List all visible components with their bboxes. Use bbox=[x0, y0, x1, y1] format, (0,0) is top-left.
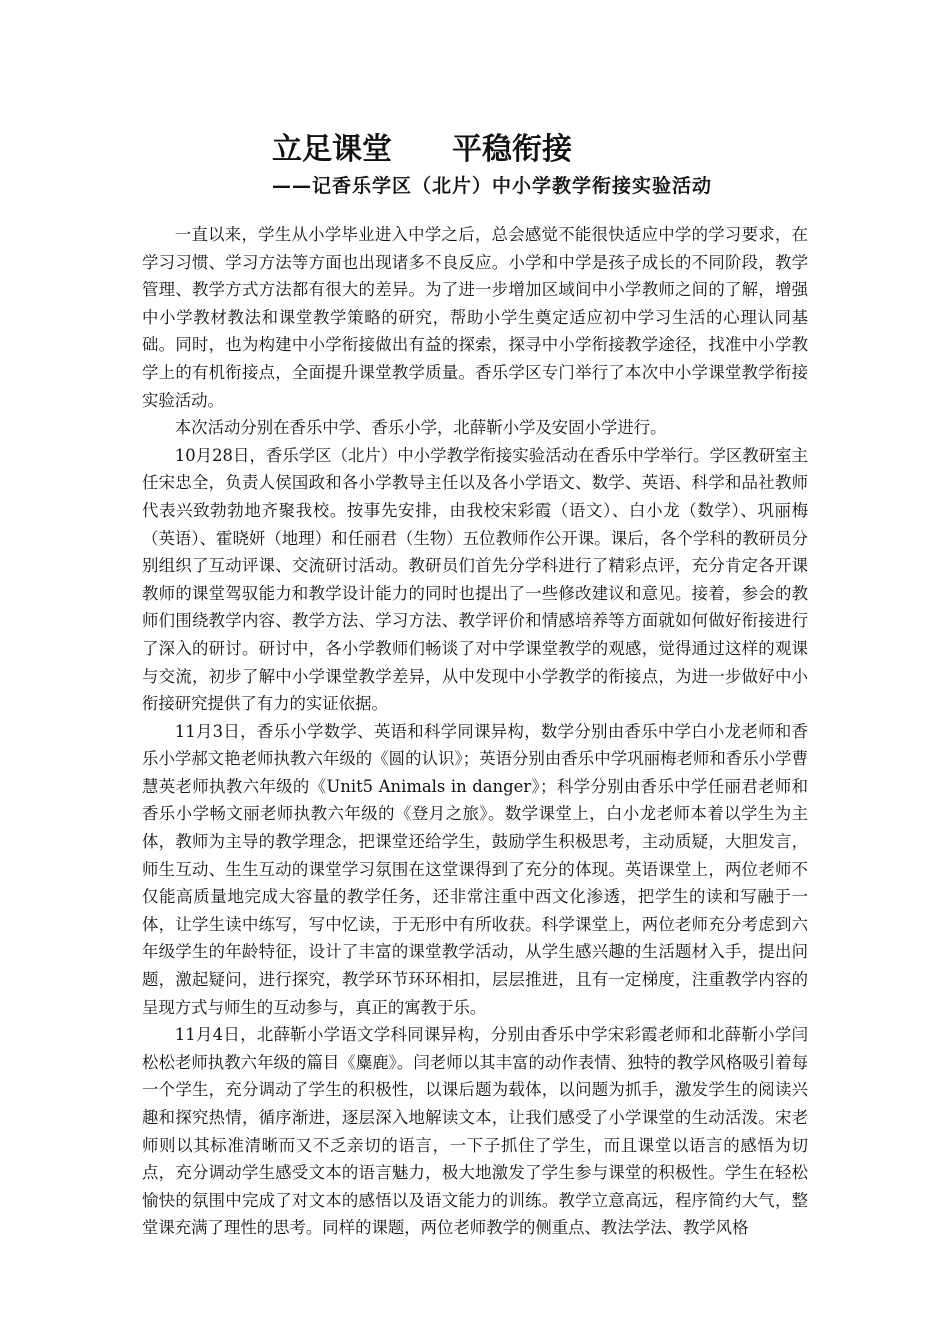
document-title: 立足课堂 平稳衔接 bbox=[272, 132, 572, 167]
document-subtitle: ——记香乐学区（北片）中小学教学衔接实验活动 bbox=[272, 175, 713, 197]
paragraph: 本次活动分别在香乐中学、香乐小学，北薛靳小学及安固小学进行。 bbox=[174, 418, 667, 438]
paragraph: 11月3日，香乐小学数学、英语和科学同课异构，数学分别由香乐中学白小龙老师和香乐小学郝文艳老师执教六年级的《圆的认识》；英语分别由香乐中学巩丽梅老师和香乐小学曹慧英老师执教六年级的《Unit5 Animals in danger》；科学分别由香乐中学任丽君老师和香乐小学畅文丽老师执教六年级的《登月之旅》。数学课堂上，白小龙老师本着以学生为主体，教师为主导的教学理念，把课堂还给学生，鼓励学生积极思考，主动质疑，大胆发言，师生互动、生生互动的课堂学习氛围在这堂课得到了充分的体现。英语课堂上，两位老师不仅能高质量地完成大容量的教学任务，还非常注重中西文化渗透，把学生的读和写融于一体，让学生读中练写，写中忆读，于无形中有所收获。科学课堂上，两位老师充分考虑到六年级学生的年龄特征，设计了丰富的课堂教学活动，从学生感兴趣的生活题材入手，提出问题，激起疑问，进行探究，教学环节环环相扣，层层推进，且有一定梯度，注重教学内容的呈现方式与师生的互动参与，真正的寓教于乐。 bbox=[142, 721, 808, 1017]
paragraph: 10月28日，香乐学区（北片）中小学教学衔接实验活动在香乐中学举行。学区教研室主任宋忠全，负责人侯国政和各小学教导主任以及各小学语文、数学、英语、科学和品社教师代表兴致勃勃地齐聚我校。按事先安排，由我校宋彩霞（语文）、白小龙（数学）、巩丽梅（英语）、霍晓妍（地理）和任丽君（生物）五位教师作公开课。课后，各个学科的教研员分别组织了互动评课、交流研讨活动。教研员们首先分学科进行了精彩点评，充分肯定各开课教师的课堂驾驭能力和教学设计能力的同时也提出了一些修改建议和意见。接着，参会的教师们围绕教学内容、教学方法、学习方法、教学评价和情感培养等方面就如何做好衔接进行了深入的研讨。研讨中，各小学教师们畅谈了对中学课堂教学的观感，觉得通过这样的观课与交流，初步了解中小学课堂教学差异，从中发现中小学教学的衔接点，为进一步做好中小衔接研究提供了有力的实证依据。 bbox=[142, 445, 808, 714]
paragraph: 11月4日，北薛靳小学语文学科同课异构，分别由香乐中学宋彩霞老师和北薛靳小学闫松松老师执教六年级的篇目《麋鹿》。闫老师以其丰富的动作表情、独特的教学风格吸引着每一个学生，充分调动了学生的积极性，以课后题为载体，以问题为抓手，激发学生的阅读兴趣和探究热情，循序渐进，逐层深入地解读文本，让我们感受了小学课堂的生动活泼。宋老师则以其标准清晰而又不乏亲切的语言，一下子抓住了学生，而且课堂以语言的感悟为切点，充分调动学生感受文本的语言魅力，极大地激发了学生参与课堂的积极性。学生在轻松愉快的氛围中完成了对文本的感悟以及语文能力的训练。教学立意高远，程序简约大气，整堂课充满了理性的思考。同样的课题，两位老师教学的侧重点、教法学法、教学风格 bbox=[142, 1025, 808, 1238]
document-body bbox=[142, 221, 808, 1242]
paragraph: 一直以来，学生从小学毕业进入中学之后，总会感觉不能很快适应中学的学习要求，在学习习惯、学习方法等方面也出现诸多不良反应。小学和中学是孩子成长的不同阶段，教学管理、教学方式方法都有很大的差异。为了进一步增加区域间中小学教师之间的了解，增强中小学教材教法和课堂教学策略的研究，帮助小学生奠定适应初中学习生活的心理认同基础。同时，也为构建中小学衔接做出有益的探索，探寻中小学衔接教学途径，找准中小学教学上的有机衔接点，全面提升课堂教学质量。香乐学区专门举行了本次中小学课堂教学衔接实验活动。 bbox=[142, 225, 808, 410]
